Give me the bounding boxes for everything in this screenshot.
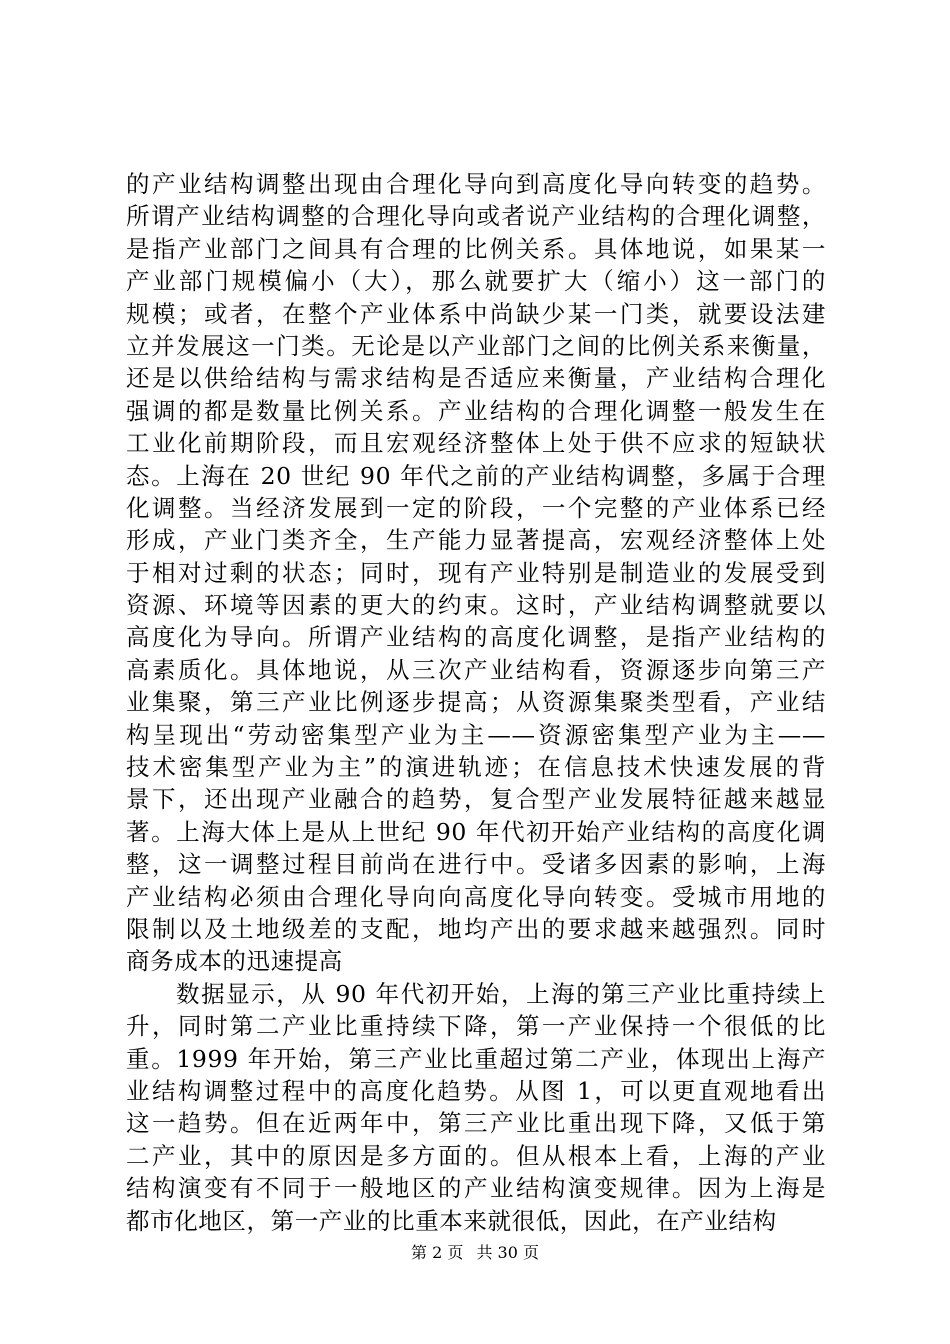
text-line: 的产业结构调整出现由合理化导向到高度化导向转变的趋势。: [126, 170, 826, 198]
text-line: 著。上海大体上是从上世纪 90 年代初开始产业结构的高度化调: [126, 817, 826, 846]
body-text: [126, 168, 826, 1237]
text-line: 景下，还出现产业融合的趋势，复合型产业发展特征越来越显: [126, 785, 826, 814]
text-line: 升，同时第二产业比重持续下降，第一产业保持一个很低的比: [126, 1012, 826, 1041]
text-line: 重。1999 年开始，第三产业比重超过第二产业，体现出上海产: [126, 1044, 826, 1073]
page-footer: [0, 1240, 950, 1263]
text-line: 产业结构必须由合理化导向向高度化导向转变。受城市用地的: [126, 882, 826, 911]
text-line: 商务成本的迅速提高: [126, 947, 343, 976]
page-number: 第 2 页: [411, 1243, 464, 1262]
text-line: 这一趋势。但在近两年中，第三产业比重出现下降，又低于第: [126, 1109, 826, 1138]
text-line: 高度化为导向。所谓产业结构的高度化调整，是指产业结构的: [126, 623, 826, 652]
text-line: 是指产业部门之间具有合理的比例关系。具体地说，如果某一: [126, 234, 826, 263]
text-line: 二产业，其中的原因是多方面的。但从根本上看，上海的产业: [126, 1141, 826, 1170]
text-line: 还是以供给结构与需求结构是否适应来衡量，产业结构合理化: [126, 364, 826, 393]
text-line: 于相对过剩的状态；同时，现有产业特别是制造业的发展受到: [126, 558, 826, 587]
text-line: 业结构调整过程中的高度化趋势。从图 1，可以更直观地看出: [126, 1076, 826, 1105]
text-line: 化调整。当经济发展到一定的阶段，一个完整的产业体系已经: [126, 493, 826, 522]
text-line: 产业部门规模偏小（大），那么就要扩大（缩小）这一部门的: [126, 267, 826, 296]
text-line: 构呈现出“劳动密集型产业为主——资源密集型产业为主——: [126, 720, 826, 749]
text-line: 规模；或者，在整个产业体系中尚缺少某一门类，就要设法建: [126, 299, 826, 328]
text-line: 技术密集型产业为主”的演进轨迹；在信息技术快速发展的背: [126, 753, 826, 782]
text-line: 数据显示，从 90 年代初开始，上海的第三产业比重持续上: [176, 979, 826, 1008]
paragraph: [126, 168, 826, 978]
text-line: 强调的都是数量比例关系。产业结构的合理化调整一般发生在: [126, 396, 826, 425]
text-line: 资源、环境等因素的更大的约束。这时，产业结构调整就要以: [126, 591, 826, 620]
text-line: 态。上海在 20 世纪 90 年代之前的产业结构调整，多属于合理: [126, 461, 826, 490]
text-line: 业集聚，第三产业比例逐步提高；从资源集聚类型看，产业结: [126, 688, 826, 717]
text-line: 限制以及土地级差的支配，地均产出的要求越来越强烈。同时: [126, 914, 826, 943]
paragraph: [126, 978, 826, 1237]
text-line: 高素质化。具体地说，从三次产业结构看，资源逐步向第三产: [126, 655, 826, 684]
text-line: 都市化地区，第一产业的比重本来就很低，因此，在产业结构: [126, 1206, 777, 1235]
text-line: 结构演变有不同于一般地区的产业结构演变规律。因为上海是: [126, 1174, 826, 1203]
text-line: 立并发展这一门类。无论是以产业部门之间的比例关系来衡量，: [126, 331, 826, 360]
text-line: 所谓产业结构调整的合理化导向或者说产业结构的合理化调整，: [126, 202, 826, 231]
page-total: 共 30 页: [476, 1243, 539, 1262]
text-line: 整，这一调整过程目前尚在进行中。受诸多因素的影响，上海: [126, 850, 826, 879]
text-line: 形成，产业门类齐全，生产能力显著提高，宏观经济整体上处: [126, 526, 826, 555]
text-line: 工业化前期阶段，而且宏观经济整体上处于供不应求的短缺状: [126, 429, 826, 458]
